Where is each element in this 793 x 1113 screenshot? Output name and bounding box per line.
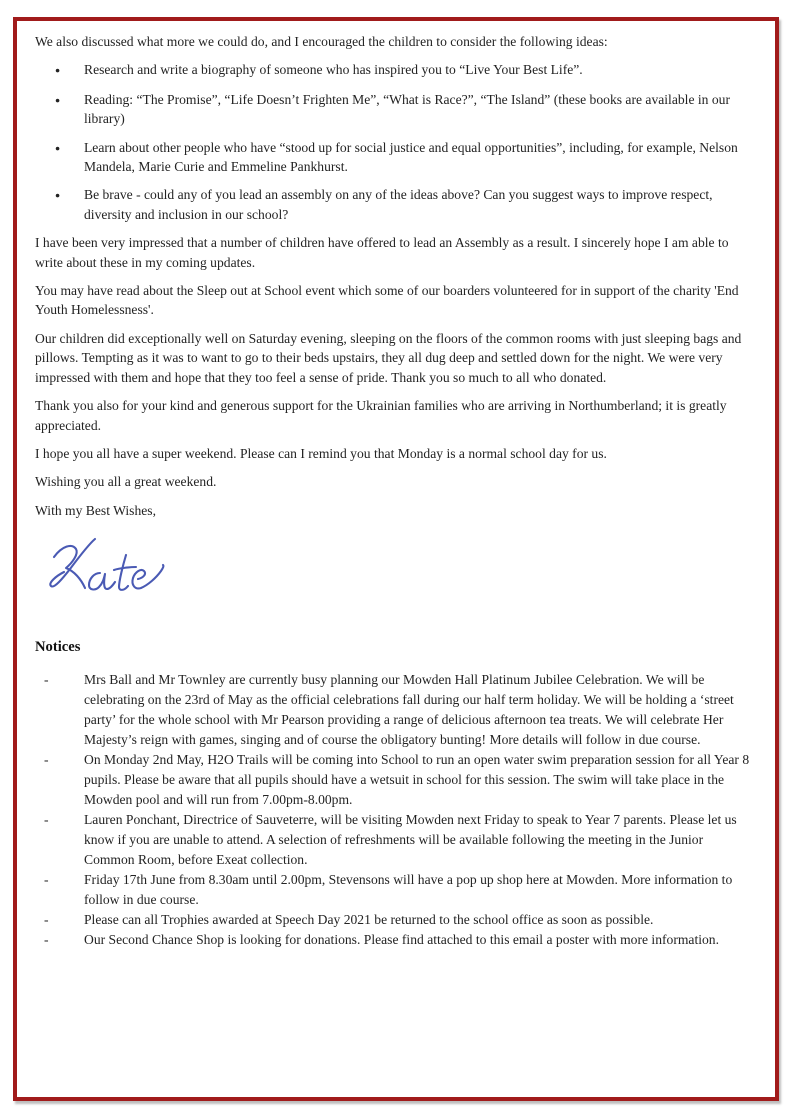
dash-marker: - — [44, 872, 49, 888]
dash-marker: - — [44, 812, 49, 828]
bullet-item — [35, 60, 756, 80]
paragraph: You may have read about the Sleep out at School event which some of our boarders volunteered for in support of the charity 'End Youth Homelessness'. — [35, 283, 739, 318]
bullet-icon: ● — [55, 65, 61, 76]
notice-item — [35, 930, 756, 950]
bullet-item — [35, 90, 756, 129]
paragraph: I have been very impressed that a number of children have offered to lead an Assembly as a result. I sincerely hope I am able to write about these in my coming updates. — [35, 235, 729, 270]
dash-marker: - — [44, 932, 49, 948]
notice-item — [35, 810, 756, 870]
dash-marker: - — [44, 752, 49, 768]
intro-paragraph: We also discussed what more we could do, and I encouraged the children to consider the following ideas: — [35, 34, 608, 49]
notice-text: Please can all Trophies awarded at Speech Day 2021 be returned to the school office as soon as possible. — [84, 912, 654, 928]
bullet-item — [35, 138, 756, 177]
notice-item — [35, 670, 756, 750]
bullet-text: Research and write a biography of someone who has inspired you to “Live Your Best Life”. — [84, 62, 583, 78]
dash-marker: - — [44, 672, 49, 688]
paragraph: I hope you all have a super weekend. Please can I remind you that Monday is a normal school day for us. — [35, 445, 607, 461]
signature-kate-drawing — [43, 533, 171, 595]
bullet-text: Learn about other people who have “stood up for social justice and equal opportunities”, including, for example, Nelson Mandela, Marie Curie and Emmeline Pankhurst. — [84, 139, 738, 175]
notice-text: Our Second Chance Shop is looking for donations. Please find attached to this email a poster with more information. — [84, 932, 720, 948]
bullet-icon: ● — [55, 142, 61, 153]
signature — [43, 533, 756, 597]
notices-heading: Notices — [35, 639, 81, 656]
bullet-list — [35, 60, 756, 224]
document-page — [13, 17, 779, 1101]
paragraph: Wishing you all a great weekend. — [35, 474, 217, 490]
bullet-text: Be brave - could any of you lead an assembly on any of the ideas above? Can you suggest ways to improve respect, diversity and inclusion in our school? — [84, 187, 713, 222]
notice-text: Mrs Ball and Mr Townley are currently busy planning our Mowden Hall Platinum Jubilee Celebration. We will be celebrating on the 23rd of May as the official celebrations fall during our half term holiday. We will be holding a ‘street party’ for the whole school with Mr Pearson providing a range of delicious afternoon tea treats. We will celebrate Her Majesty’s reign with games, singing and of course the obligatory bunting! More details will follow in due course. — [84, 672, 734, 748]
paragraph: Our children did exceptionally well on Saturday evening, sleeping on the floors of the common rooms with just sleeping bags and pillows. Tempting as it was to want to go to their beds upstairs, they all dug deep and settled down for the night. We were very impressed with them and hope that they too feel a sense of pride. Thank you so much to all who donated. — [35, 330, 742, 385]
bullet-item — [35, 185, 756, 224]
notice-text: On Monday 2nd May, H2O Trails will be coming into School to run an open water swim preparation session for all Year 8 pupils. Please be aware that all pupils should have a wetsuit in school for this session. The swim will take place in the Mowden pool and will run from 7.00pm-8.00pm. — [84, 752, 750, 808]
notice-text: Friday 17th June from 8.30am until 2.00pm, Stevensons will have a pop up shop here at Mowden. More information to follow in due course. — [84, 872, 733, 908]
bullet-text: Reading: “The Promise”, “Life Doesn’t Frighten Me”, “What is Race?”, “The Island” (these books are available in our library) — [84, 91, 730, 127]
paragraph: Thank you also for your kind and generous support for the Ukrainian families who are arriving in Northumberland; it is greatly appreciated. — [35, 398, 727, 433]
notice-item — [35, 910, 756, 930]
bullet-icon: ● — [55, 190, 61, 201]
notice-item — [35, 870, 756, 910]
notices-list — [35, 670, 756, 950]
dash-marker: - — [44, 912, 49, 928]
notice-text: Lauren Ponchant, Directrice of Sauveterre, will be visiting Mowden next Friday to speak to Year 7 parents. Please let us know if you are unable to attend. A selection of refreshments will be available following the meeting in the Junior Common Room, before Exeat collection. — [84, 812, 737, 868]
bullet-icon: ● — [55, 94, 61, 105]
paragraph: With my Best Wishes, — [35, 502, 156, 518]
notice-item — [35, 750, 756, 810]
